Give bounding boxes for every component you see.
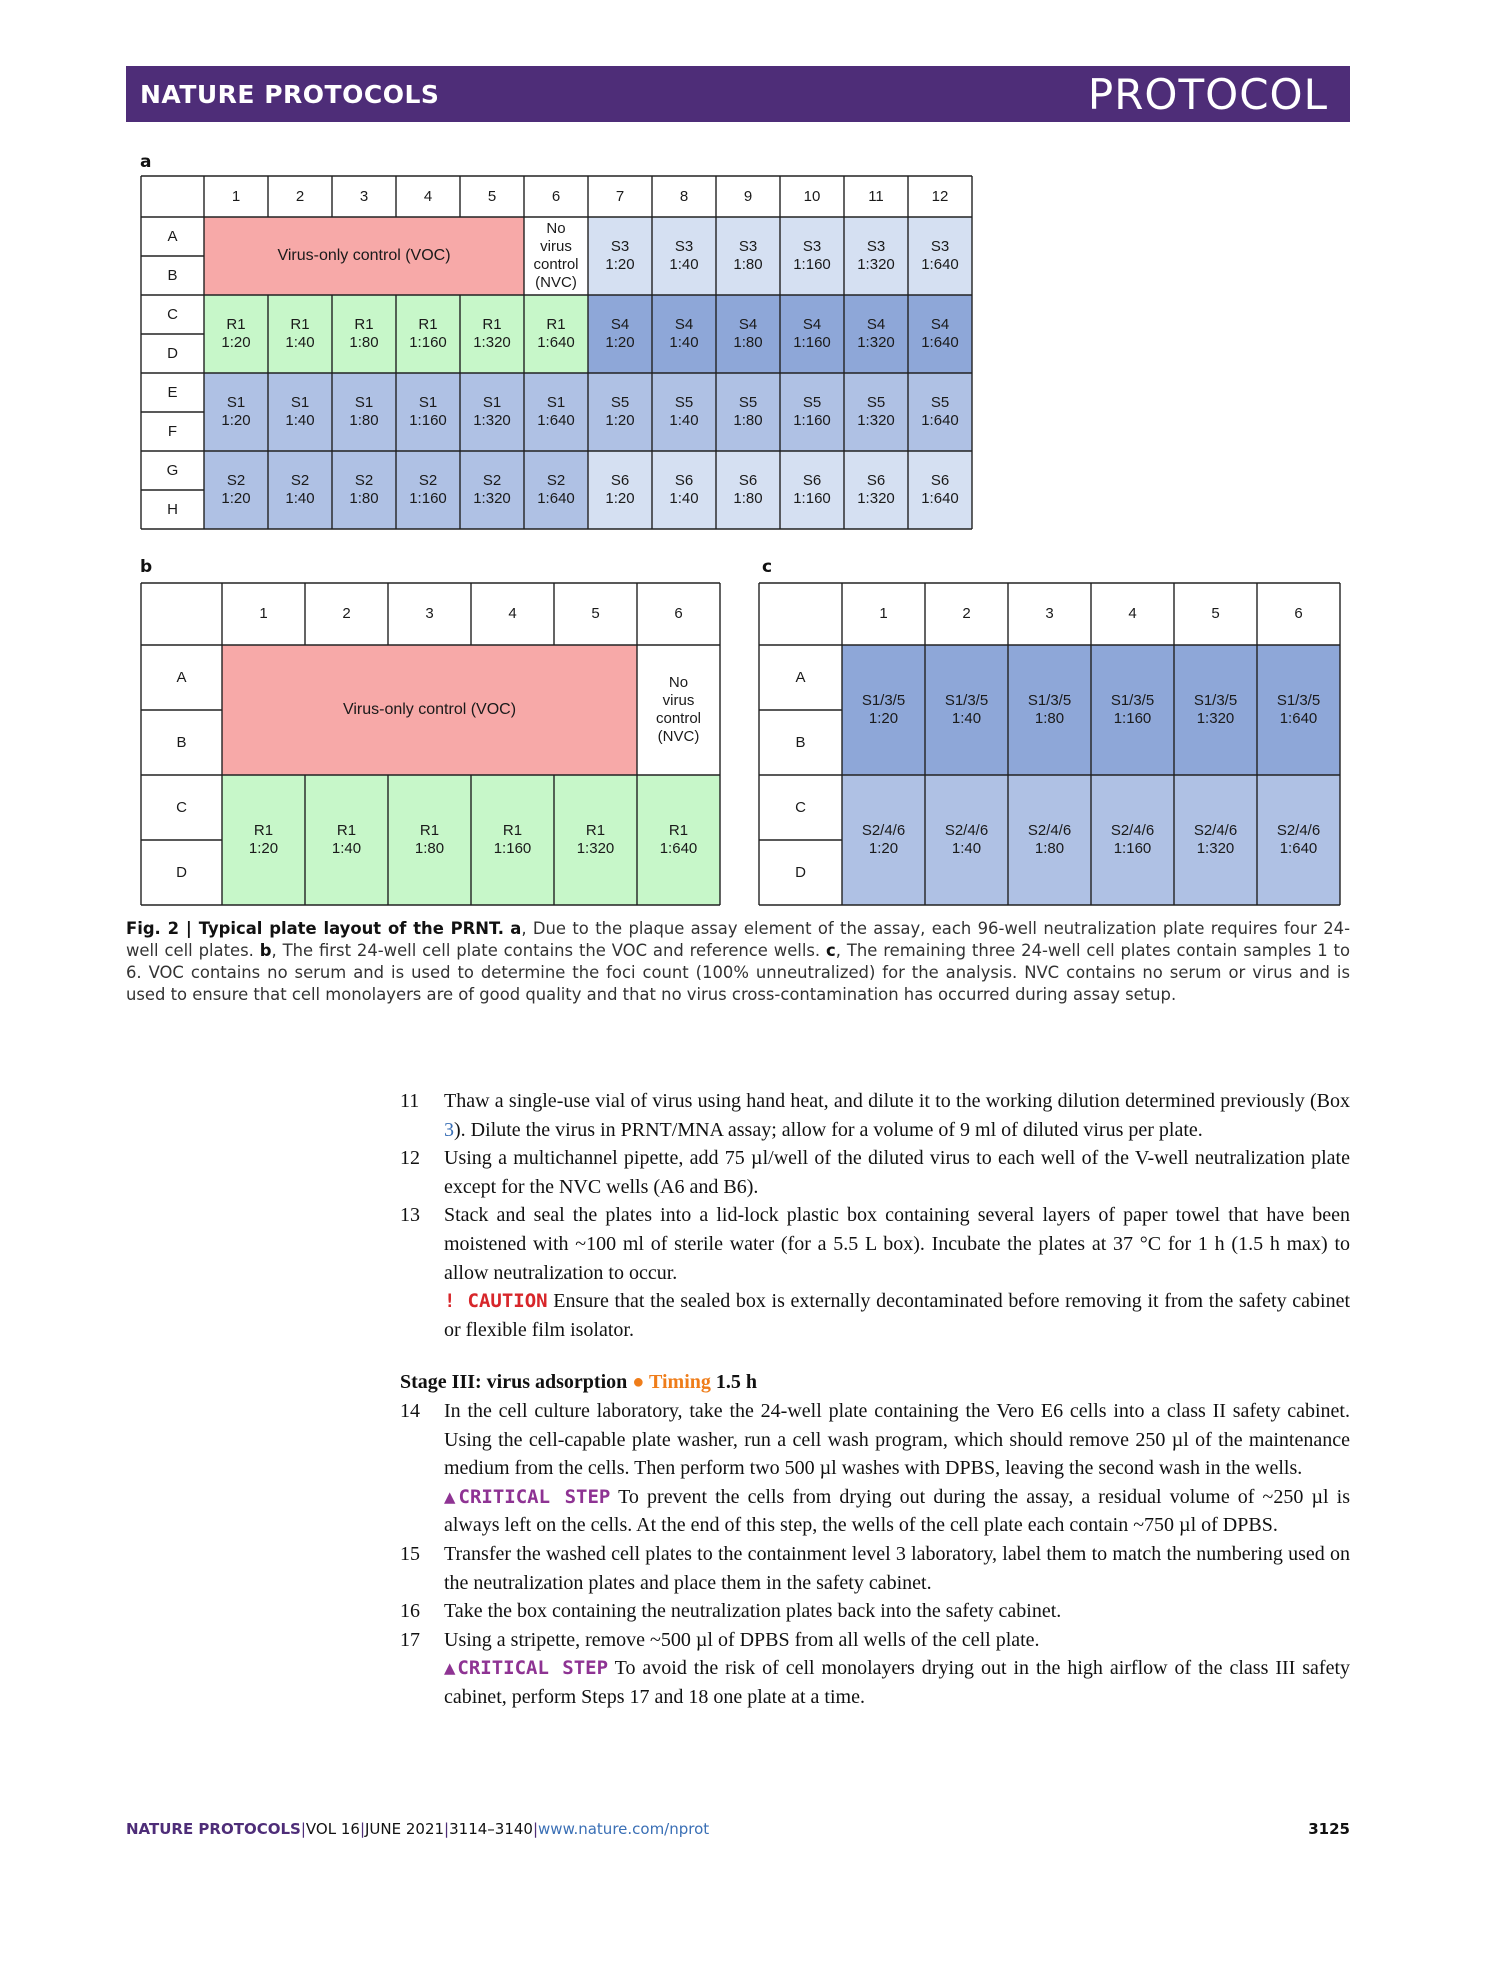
well-sample: S1/3/5 xyxy=(944,692,989,709)
well-sample: R1 xyxy=(546,316,566,333)
well-dilution: 1:640 xyxy=(537,334,575,351)
well-sample: R1 xyxy=(253,822,274,839)
plate-a-col-header: 4 xyxy=(396,176,460,217)
well-sample: S1 xyxy=(482,394,502,411)
stage-title: Stage III: virus adsorption xyxy=(400,1371,628,1394)
step-17 xyxy=(400,1626,1350,1655)
plate-c-24-well-samples xyxy=(759,583,1345,906)
step-text: ). Dilute the virus in PRNT/MNA assay; allow for a volume of 9 ml of diluted virus per plate. xyxy=(454,1118,1203,1141)
well-dilution: 1:640 xyxy=(921,412,959,429)
plate-b-col-header: 3 xyxy=(388,583,471,645)
caption-b-text: , The first 24-well cell plate contains the VOC and reference wells. xyxy=(271,941,821,960)
well-sample: S4 xyxy=(866,316,886,333)
caution-text: Ensure that the sealed box is externally decontaminated before removing it from the safety cabinet or flexible film isolator. xyxy=(444,1290,1351,1341)
well-dilution: 1:40 xyxy=(331,840,362,857)
plate-b-24-well-reference xyxy=(141,583,725,906)
well-sample: S2 xyxy=(226,472,246,489)
plate-a-96-well xyxy=(141,176,975,534)
well-sample: S4 xyxy=(610,316,630,333)
well-dilution: 1:20 xyxy=(605,490,635,507)
critical-step-label: ▲CRITICAL STEP xyxy=(444,1485,611,1508)
critical-step-note xyxy=(400,1483,1350,1540)
well-sample: S2/4/6 xyxy=(1027,822,1072,839)
plate-b-col-header: 2 xyxy=(305,583,388,645)
plate-c-col-header: 5 xyxy=(1174,583,1257,645)
journal-banner xyxy=(126,66,1350,122)
well-dilution: 1:320 xyxy=(857,412,895,429)
well-dilution: 1:320 xyxy=(857,256,895,273)
step-number: 14 xyxy=(400,1399,420,1422)
well-dilution: 1:40 xyxy=(285,334,315,351)
step-13 xyxy=(400,1201,1350,1287)
well-sample: S6 xyxy=(610,472,630,489)
step-11 xyxy=(400,1087,1350,1144)
step-number: 17 xyxy=(400,1628,420,1651)
well-sample: S1 xyxy=(226,394,246,411)
plate-a-row-header: G xyxy=(141,451,204,490)
well-sample: S6 xyxy=(738,472,758,489)
well-sample: S5 xyxy=(802,394,822,411)
timing-dot-icon: ● xyxy=(632,1371,645,1394)
well-sample: S2 xyxy=(290,472,310,489)
well-dilution: 1:80 xyxy=(1034,840,1065,857)
page-number: 3125 xyxy=(1308,1820,1350,1838)
well-sample: S2/4/6 xyxy=(1276,822,1321,839)
well-sample: S2 xyxy=(418,472,438,489)
well-sample: S1/3/5 xyxy=(1110,692,1155,709)
step-number: 13 xyxy=(400,1204,420,1227)
plate-a-col-header: 1 xyxy=(204,176,268,217)
well-sample: S3 xyxy=(802,238,822,255)
footer-separator: | xyxy=(300,1820,306,1838)
plate-a-row-header: C xyxy=(141,295,204,334)
well-sample: S2/4/6 xyxy=(1110,822,1155,839)
well-sample: S6 xyxy=(930,472,950,489)
step-16 xyxy=(400,1597,1350,1626)
well-sample: S1/3/5 xyxy=(861,692,906,709)
step-text: Thaw a single-use vial of virus using hand heat, and dilute it to the working dilution determined previously (Box xyxy=(444,1090,1350,1112)
plate-c-row-header: A xyxy=(759,645,842,710)
well-sample: S4 xyxy=(930,316,950,333)
plate-b-row-header: C xyxy=(141,775,222,840)
caption-c-label: c xyxy=(826,941,836,960)
well-sample: S5 xyxy=(674,394,694,411)
plate-grid-lines xyxy=(141,176,972,529)
well-dilution: 1:80 xyxy=(733,256,763,273)
plate-a-col-header: 8 xyxy=(652,176,716,217)
step-number: 12 xyxy=(400,1147,420,1170)
plate-a-col-header: 9 xyxy=(716,176,780,217)
plate-a-row-header: E xyxy=(141,373,204,412)
well-sample: R1 xyxy=(290,316,310,333)
plate-a-voc-block: Virus-only control (VOC) xyxy=(204,217,524,295)
footer-url-link[interactable]: www.nature.com/nprot xyxy=(538,1820,710,1838)
caption-c-text: , The remaining three 24-well cell plates contain samples 1 to 6. VOC contains no serum and is used to determine the foci count (100% unneutralized) for the analysis. NVC contains no serum or virus and is used to ensure that cell monolayers are of good quality and that no virus cross-contamination has occurred during assay setup. xyxy=(126,941,1351,1004)
well-sample: R1 xyxy=(419,822,440,839)
step-number: 11 xyxy=(400,1090,420,1112)
plate-c-row-header: D xyxy=(759,840,842,905)
footer-separator: | xyxy=(444,1820,450,1838)
well-sample: S3 xyxy=(610,238,630,255)
well-dilution: 1:320 xyxy=(473,412,511,429)
well-sample: R1 xyxy=(585,822,606,839)
well-dilution: 1:640 xyxy=(659,840,698,857)
plate-b-row-header: D xyxy=(141,840,222,905)
plate-a-col-header: 12 xyxy=(908,176,972,217)
well-sample: S1 xyxy=(290,394,310,411)
well-sample: S3 xyxy=(930,238,950,255)
well-sample: S5 xyxy=(610,394,630,411)
well-dilution: 1:80 xyxy=(349,412,379,429)
well-dilution: 1:160 xyxy=(793,490,831,507)
plate-c-col-header: 4 xyxy=(1091,583,1174,645)
panel-c-label: c xyxy=(762,557,773,577)
well-dilution: 1:40 xyxy=(285,412,315,429)
journal-name: NATURE PROTOCOLS xyxy=(140,80,440,109)
well-sample: S2/4/6 xyxy=(861,822,906,839)
well-sample: S2 xyxy=(482,472,502,489)
well-sample: S6 xyxy=(866,472,886,489)
well-dilution: 1:640 xyxy=(1279,710,1318,727)
well-dilution: 1:80 xyxy=(733,490,763,507)
plate-c-col-header: 3 xyxy=(1008,583,1091,645)
plate-a-col-header: 6 xyxy=(524,176,588,217)
plate-a-row-header: A xyxy=(141,217,204,256)
well-dilution: 1:160 xyxy=(493,840,532,857)
well-dilution: 1:640 xyxy=(537,490,575,507)
well-dilution: 1:160 xyxy=(409,334,447,351)
well-dilution: 1:320 xyxy=(1196,840,1235,857)
well-sample: S3 xyxy=(674,238,694,255)
well-dilution: 1:160 xyxy=(793,334,831,351)
step-15 xyxy=(400,1540,1350,1597)
plate-b-col-header: 4 xyxy=(471,583,554,645)
well-sample: S6 xyxy=(802,472,822,489)
well-sample: R1 xyxy=(226,316,246,333)
well-dilution: 1:20 xyxy=(248,840,279,857)
well-dilution: 1:40 xyxy=(951,840,982,857)
protocol-steps xyxy=(400,1087,1350,1711)
stage-heading xyxy=(400,1368,1350,1397)
well-dilution: 1:640 xyxy=(537,412,575,429)
plate-a-col-header: 10 xyxy=(780,176,844,217)
footer-date: JUNE 2021 xyxy=(365,1820,445,1838)
panel-a-label: a xyxy=(140,152,152,172)
well-sample: R1 xyxy=(668,822,689,839)
well-sample: S2/4/6 xyxy=(944,822,989,839)
plate-a-row-header: D xyxy=(141,334,204,373)
well-sample: S1/3/5 xyxy=(1027,692,1072,709)
well-dilution: 1:80 xyxy=(733,334,763,351)
well-dilution: 1:80 xyxy=(349,334,379,351)
well-dilution: 1:160 xyxy=(409,490,447,507)
well-dilution: 1:320 xyxy=(857,334,895,351)
plate-a-nvc-well: No virus control (NVC) xyxy=(524,217,588,295)
box-3-link[interactable]: 3 xyxy=(444,1118,454,1141)
footer-pages: 3114–3140 xyxy=(449,1820,533,1838)
footer-volume: VOL 16 xyxy=(305,1820,360,1838)
well-sample: S5 xyxy=(866,394,886,411)
plate-a-col-header: 11 xyxy=(844,176,908,217)
plate-b-row-header: B xyxy=(141,710,222,775)
well-dilution: 1:40 xyxy=(285,490,315,507)
well-sample: S4 xyxy=(674,316,694,333)
well-dilution: 1:640 xyxy=(921,256,959,273)
step-text: Using a multichannel pipette, add 75 µl/well of the diluted virus to each well of the V-well neutralization plate except for the NVC wells (A6 and B6). xyxy=(444,1147,1350,1198)
plate-a-col-header: 2 xyxy=(268,176,332,217)
well-dilution: 1:20 xyxy=(605,412,635,429)
well-sample: S2 xyxy=(354,472,374,489)
well-dilution: 1:320 xyxy=(473,490,511,507)
well-sample: S2 xyxy=(546,472,566,489)
step-text: In the cell culture laboratory, take the 24-well plate containing the Vero E6 cells into a class II safety cabinet. Using the cell-capable plate washer, run a cell wash program, which should remove 250 µl of the maintenance medium from the cells. Then perform two 500 µl washes with DPBS, leaving the second wash in the wells. xyxy=(444,1399,1350,1480)
step-number: 15 xyxy=(400,1542,420,1565)
plate-c-col-header: 6 xyxy=(1257,583,1340,645)
critical-step-label: ▲CRITICAL STEP xyxy=(444,1657,609,1680)
plate-b-col-header: 1 xyxy=(222,583,305,645)
plate-a-row-header: F xyxy=(141,412,204,451)
well-sample: S1 xyxy=(354,394,374,411)
well-dilution: 1:40 xyxy=(669,256,699,273)
step-text: Using a stripette, remove ~500 µl of DPBS from all wells of the cell plate. xyxy=(444,1628,1040,1651)
plate-a-col-header: 7 xyxy=(588,176,652,217)
plate-b-nvc-well: No virus control (NVC) xyxy=(637,645,720,775)
well-sample: S2/4/6 xyxy=(1193,822,1238,839)
footer-journal: NATURE PROTOCOLS xyxy=(126,1820,301,1838)
critical-text: To avoid the risk of cell monolayers drying out in the high airflow of the class III safety cabinet, perform Steps 17 and 18 one plate at a time. xyxy=(444,1657,1351,1708)
well-sample: S4 xyxy=(738,316,758,333)
caption-a-text: , Due to the plaque assay element of the assay, each 96-well neutralization plate requires four 24-well cell plates. xyxy=(126,919,1350,960)
well-dilution: 1:160 xyxy=(793,412,831,429)
well-sample: R1 xyxy=(336,822,357,839)
plate-grid-lines xyxy=(141,583,720,905)
well-dilution: 1:80 xyxy=(414,840,445,857)
step-14 xyxy=(400,1397,1350,1483)
plate-b-voc-block: Virus-only control (VOC) xyxy=(222,645,637,775)
plate-b-col-header: 5 xyxy=(554,583,637,645)
plate-c-col-header: 2 xyxy=(925,583,1008,645)
well-dilution: 1:160 xyxy=(1113,710,1152,727)
well-dilution: 1:40 xyxy=(669,490,699,507)
well-dilution: 1:640 xyxy=(921,490,959,507)
well-dilution: 1:20 xyxy=(868,840,899,857)
well-dilution: 1:640 xyxy=(921,334,959,351)
well-dilution: 1:160 xyxy=(409,412,447,429)
panel-b-label: b xyxy=(140,557,153,577)
footer-separator: | xyxy=(532,1820,539,1838)
well-sample: S6 xyxy=(674,472,694,489)
caution-note xyxy=(400,1287,1350,1344)
well-sample: S3 xyxy=(866,238,886,255)
well-dilution: 1:40 xyxy=(951,710,982,727)
plate-c-row-header: C xyxy=(759,775,842,840)
well-dilution: 1:20 xyxy=(868,710,899,727)
plate-c-row-header: B xyxy=(759,710,842,775)
well-dilution: 1:20 xyxy=(605,334,635,351)
well-dilution: 1:160 xyxy=(1113,840,1152,857)
well-sample: S1/3/5 xyxy=(1193,692,1238,709)
article-type: PROTOCOL xyxy=(1087,70,1328,119)
well-dilution: 1:160 xyxy=(793,256,831,273)
well-dilution: 1:20 xyxy=(221,490,251,507)
well-sample: R1 xyxy=(418,316,438,333)
critical-step-note xyxy=(400,1654,1350,1711)
plate-a-col-header: 5 xyxy=(460,176,524,217)
step-text: Take the box containing the neutralization plates back into the safety cabinet. xyxy=(444,1600,1062,1623)
critical-text: To prevent the cells from drying out during the assay, a residual volume of ~250 µl is always left on the cells. At the end of this step, the wells of the cell plate each contain ~750 µl of DPBS. xyxy=(444,1485,1351,1537)
well-dilution: 1:320 xyxy=(576,840,615,857)
well-sample: R1 xyxy=(354,316,374,333)
well-dilution: 1:320 xyxy=(473,334,511,351)
well-sample: S5 xyxy=(930,394,950,411)
caption-a-label: a xyxy=(510,919,522,938)
step-text: Transfer the washed cell plates to the containment level 3 laboratory, label them to match the numbering used on the neutralization plates and place them in the safety cabinet. xyxy=(444,1542,1350,1594)
well-dilution: 1:80 xyxy=(349,490,379,507)
well-sample: S1/3/5 xyxy=(1276,692,1321,709)
plate-b-row-header: A xyxy=(141,645,222,710)
well-dilution: 1:640 xyxy=(1279,840,1318,857)
step-number: 16 xyxy=(400,1600,420,1623)
well-dilution: 1:20 xyxy=(221,412,251,429)
caption-b-label: b xyxy=(259,941,272,960)
well-sample: S3 xyxy=(738,238,758,255)
step-12 xyxy=(400,1144,1350,1201)
figure-caption xyxy=(126,918,1350,1006)
well-dilution: 1:20 xyxy=(221,334,251,351)
timing-value: 1.5 h xyxy=(715,1371,757,1394)
plate-a-row-header: B xyxy=(141,256,204,295)
caution-label: ! CAUTION xyxy=(444,1290,548,1313)
plate-b-col-header: 6 xyxy=(637,583,720,645)
plate-a-row-header: H xyxy=(141,490,204,529)
well-sample: S1 xyxy=(546,394,566,411)
well-sample: S5 xyxy=(738,394,758,411)
well-dilution: 1:320 xyxy=(1196,710,1235,727)
well-sample: R1 xyxy=(482,316,502,333)
timing-label: Timing xyxy=(649,1371,711,1394)
caption-fig-title: Fig. 2 | Typical plate layout of the PRNT. xyxy=(126,919,504,938)
well-sample: R1 xyxy=(502,822,523,839)
well-dilution: 1:40 xyxy=(669,412,699,429)
well-dilution: 1:320 xyxy=(857,490,895,507)
page-footer xyxy=(126,1820,1350,1842)
well-dilution: 1:80 xyxy=(733,412,763,429)
plate-grid-lines xyxy=(759,583,1340,905)
well-sample: S4 xyxy=(802,316,822,333)
step-text: Stack and seal the plates into a lid-lock plastic box containing several layers of paper towel that have been moistened with ~100 ml of sterile water (for a 5.5 L box). Incubate the plates at 37 °C for 1 h (1.5 h max) to allow neutralization to occur. xyxy=(444,1204,1350,1284)
well-dilution: 1:20 xyxy=(605,256,635,273)
well-sample: S1 xyxy=(418,394,438,411)
footer-separator: | xyxy=(359,1820,365,1838)
well-dilution: 1:80 xyxy=(1034,710,1065,727)
plate-c-col-header: 1 xyxy=(842,583,925,645)
plate-a-col-header: 3 xyxy=(332,176,396,217)
well-dilution: 1:40 xyxy=(669,334,699,351)
